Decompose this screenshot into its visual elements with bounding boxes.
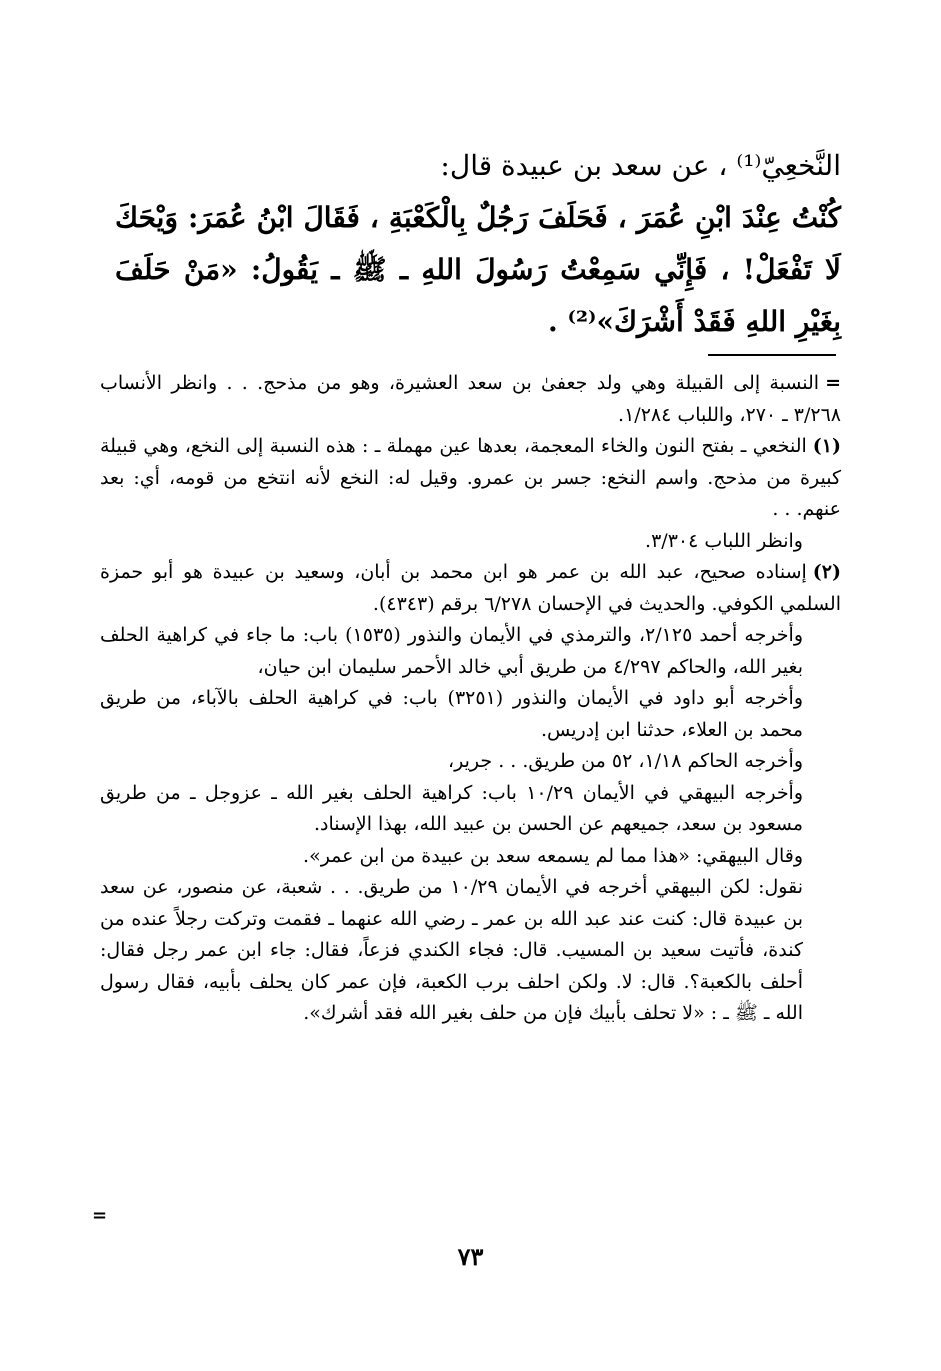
main-text [115,140,841,348]
footnote-continuation [100,368,841,431]
footnote-text: وانظر اللباب ٣/٣٠٤. [645,529,803,552]
continuation-mark: = [92,1205,108,1226]
footnote-text: نقول: لكن البيهقي أخرجه في الأيمان ١٠/٢٩ من طريق. . . شعبة، عن منصور، عن سعد بن عبيدة قال: كنت عند عبد الله بن عمر ـ رضي الله عنهما ـ فقمت وتركت رجلاً عنده من كندة، فأتيت سعيد بن المسيب. قال: فجاء الكندي فزعاً، فقال: جاء ابن عمر رجل فقال: أحلف بالكعبة؟. قال: لا. ولكن احلف برب الكعبة، فإن عمر كان يحلف بأبيه، فقال رسول الله ـ ﷺ ـ : «لا تحلف بأبيك فإن من حلف بغير الله فقد أشرك». [100,876,803,1024]
hadith-text: كُنْتُ عِنْدَ ابْنِ عُمَرَ ، فَحَلَفَ رَجُلٌ بِالْكَعْبَةِ ، فَقَالَ ابْنُ عُمَرَ: وَيْحَكَ لَا تَفْعَلْ! ، فَإِنِّي سَمِعْتُ رَسُولَ اللهِ ـ ﷺ ـ يَقُولُ: «مَنْ حَلَفَ بِغَيْرِ اللهِ فَقَدْ أَشْرَكَ»⁽²⁾ . [115,201,841,338]
footnote-separator [708,354,836,356]
footnotes [100,368,841,1030]
footnote-text: إسناده صحيح، عبد الله بن عمر هو ابن محمد بن أبان، وسعيد بن عبيدة هو أبو حمزة السلمي الكوفي. والحديث في الإحسان ٦/٢٧٨ برقم (٤٣٤٣). [100,561,841,615]
footnote-text: وأخرجه الحاكم ١/١٨، ٥٢ من طريق. . . جرير، [448,750,803,772]
footnote-2-cont [100,746,841,778]
footnote-2 [100,557,841,620]
footnote-2-cont [100,841,841,873]
footnote-2-cont [100,683,841,746]
footnote-1-cont [100,526,841,558]
footnote-2-cont [100,872,841,1030]
footnote-number: (١) [812,435,841,457]
page-number: ٧٣ [457,1242,484,1271]
main-line-1: النَّخعِيّ⁽¹⁾ ، عن سعد بن عبيدة قال: [440,149,841,182]
footnote-1 [100,431,841,526]
footnote-text: وأخرجه أحمد ٢/١٢٥، والترمذي في الأيمان والنذور (١٥٣٥) باب: ما جاء في كراهية الحلف بغير الله، والحاكم ٤/٢٩٧ من طريق أبي خالد الأحمر سليمان ابن حيان، [100,624,803,678]
footnote-text: وقال البيهقي: «هذا مما لم يسمعه سعد بن عبيدة من ابن عمر». [303,844,803,867]
footnote-text: النسبة إلى القبيلة وهي ولد جعفىٰ بن سعد العشيرة، وهو من مذحج. . . وانظر الأنساب ٣/٢٦٨ ـ ٢٧٠، واللباب ١/٢٨٤. [100,372,841,426]
footnote-2-cont [100,778,841,841]
footnote-number: (٢) [812,561,841,583]
footnote-text: وأخرجه أبو داود في الأيمان والنذور (٣٢٥١) باب: في كراهية الحلف بالآباء، من طريق محمد بن العلاء، حدثنا ابن إدريس. [100,687,804,741]
footnote-text: النخعي ـ بفتح النون والخاء المعجمة، بعدها عين مهملة ـ : هذه النسبة إلى النخع، وهي قبيلة كبيرة من مذحج. واسم النخع: جسر بن عمرو. وقيل له: النخع لأنه انتخع من قومه، أي: بعد عنهم. . . [100,435,841,520]
footnote-2-cont [100,620,841,683]
footnote-text: وأخرجه البيهقي في الأيمان ١٠/٢٩ باب: كراهية الحلف بغير الله ـ عزوجل ـ من طريق مسعود بن سعد، جميعهم عن الحسن بن عبيد الله، بهذا الإسناد. [100,781,804,835]
footnote-number: = [825,372,841,394]
